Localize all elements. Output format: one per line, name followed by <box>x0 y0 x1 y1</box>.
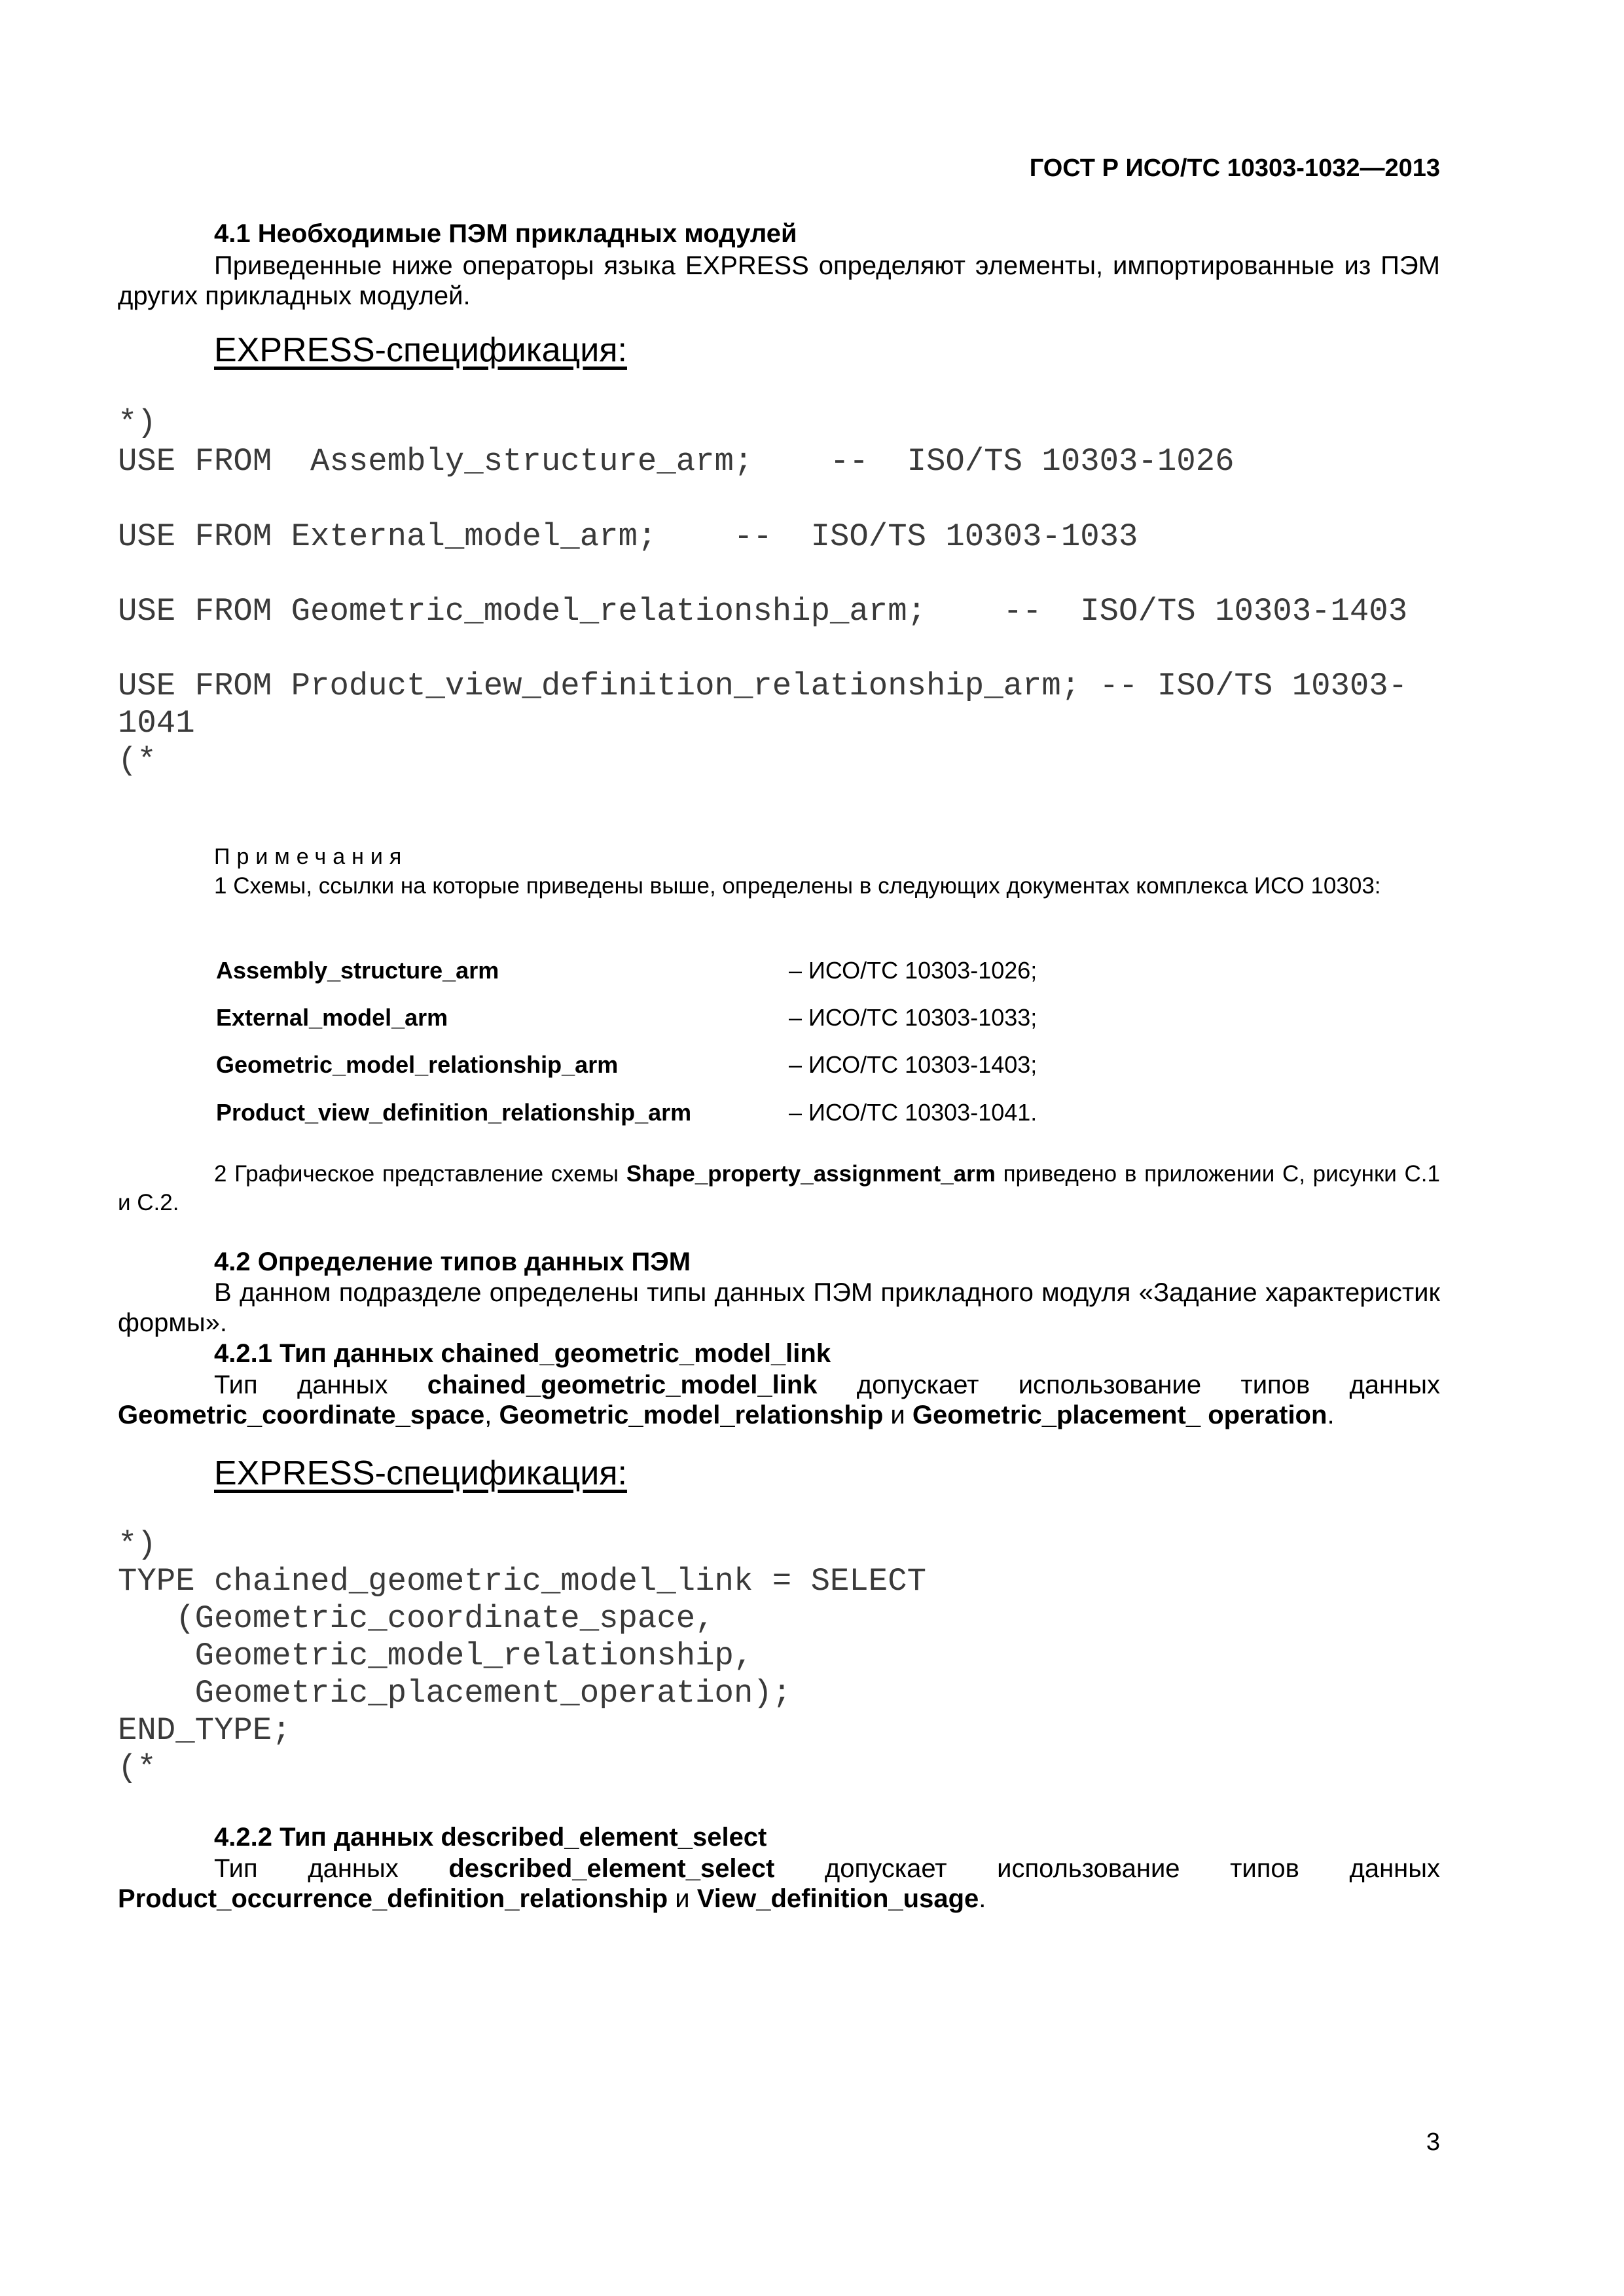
section-4-2-heading: 4.2 Определение типов данных ПЭМ <box>214 1247 691 1276</box>
section-4-2-1-text <box>118 1370 1440 1430</box>
text: допускает использование типов данных <box>817 1371 1440 1399</box>
schema-name: Geometric_model_relationship_arm <box>216 1051 619 1078</box>
text: . <box>1327 1401 1335 1429</box>
schema-ref: – ИСО/ТС 10303-1033; <box>789 1004 1038 1031</box>
code-line: (Geometric_coordinate_space, <box>118 1600 715 1637</box>
type-name: described_element_select <box>448 1854 775 1883</box>
type-name: View_definition_usage <box>696 1884 979 1913</box>
code-line: END_TYPE; <box>118 1712 291 1749</box>
code-open-comment: *) <box>118 1526 156 1563</box>
note-1-text: 1 Схемы, ссылки на которые приведены выше, определены в следующих документах комплекса ИСО 10303: <box>214 873 1381 899</box>
schema-ref: – ИСО/ТС 10303-1403; <box>789 1051 1038 1078</box>
type-name: Geometric_coordinate_space <box>118 1401 485 1429</box>
note-2-schema-name: Shape_property_assignment_arm <box>626 1161 996 1187</box>
code-close-comment: (* <box>118 742 156 779</box>
text: и <box>883 1401 912 1429</box>
note-1 <box>118 872 1440 901</box>
note-2-text-end: приведено в приложении С, рисунки С.1 и С.2. <box>118 1161 1440 1215</box>
section-4-2-1-heading: 4.2.1 Тип данных chained_geometric_model_link <box>214 1339 831 1368</box>
code-line: USE FROM Geometric_model_relationship_arm; -- ISO/TS 10303-1403 <box>118 593 1408 630</box>
text: допускает использование типов данных <box>774 1854 1440 1883</box>
code-line: TYPE chained_geometric_model_link = SELECT <box>118 1563 927 1600</box>
code-open-comment: *) <box>118 404 156 441</box>
section-4-2-2-heading: 4.2.2 Тип данных described_element_select <box>214 1823 767 1852</box>
express-spec-title-2: EXPRESS-спецификация: <box>214 1454 627 1492</box>
section-4-1-intro-text: Приведенные ниже операторы языка EXPRESS определяют элементы, импортированные из ПЭМ других прикладных модулей. <box>118 251 1440 310</box>
type-name: Geometric_model_relationship <box>499 1401 884 1429</box>
section-4-2-intro-text: В данном подразделе определены типы данных ПЭМ прикладного модуля «Задание характеристик формы». <box>118 1278 1440 1337</box>
schema-name: External_model_arm <box>216 1004 448 1031</box>
schema-name: Product_view_definition_relationship_arm <box>216 1099 692 1126</box>
code-line: Geometric_model_relationship, <box>118 1638 753 1674</box>
section-4-1-intro <box>118 251 1440 311</box>
text: . <box>979 1884 986 1913</box>
section-4-1-heading: 4.1 Необходимые ПЭМ прикладных модулей <box>214 219 797 248</box>
text: и <box>668 1884 697 1913</box>
type-name: chained_geometric_model_link <box>427 1371 818 1399</box>
section-4-2-2-text <box>118 1854 1440 1914</box>
text: Тип данных <box>214 1371 427 1399</box>
text: Тип данных <box>214 1854 449 1883</box>
code-line: USE FROM Assembly_structure_arm; -- ISO/TS 10303-1026 <box>118 443 1235 480</box>
note-2-text: 2 Графическое представление схемы <box>214 1161 626 1187</box>
document-header: ГОСТ Р ИСО/ТС 10303-1032—2013 <box>1029 154 1440 182</box>
code-line: 1041 <box>118 705 195 742</box>
schema-name: Assembly_structure_arm <box>216 957 499 984</box>
express-spec-title-1: EXPRESS-спецификация: <box>214 331 627 369</box>
note-2 <box>118 1160 1440 1217</box>
section-4-2-intro <box>118 1278 1440 1338</box>
schema-ref: – ИСО/ТС 10303-1026; <box>789 957 1038 984</box>
schema-ref: – ИСО/ТС 10303-1041. <box>789 1099 1038 1126</box>
code-line: Geometric_placement_operation); <box>118 1675 792 1712</box>
code-line: USE FROM Product_view_definition_relationship_arm; -- ISO/TS 10303- <box>118 668 1408 704</box>
type-name: Geometric_placement_ operation <box>912 1401 1327 1429</box>
type-name: Product_occurrence_definition_relationship <box>118 1884 668 1913</box>
notes-title: Примечания <box>214 844 408 869</box>
code-line: USE FROM External_model_arm; -- ISO/TS 10303-1033 <box>118 518 1138 555</box>
text: , <box>484 1401 499 1429</box>
code-close-comment: (* <box>118 1749 156 1786</box>
page-number: 3 <box>1426 2128 1440 2156</box>
